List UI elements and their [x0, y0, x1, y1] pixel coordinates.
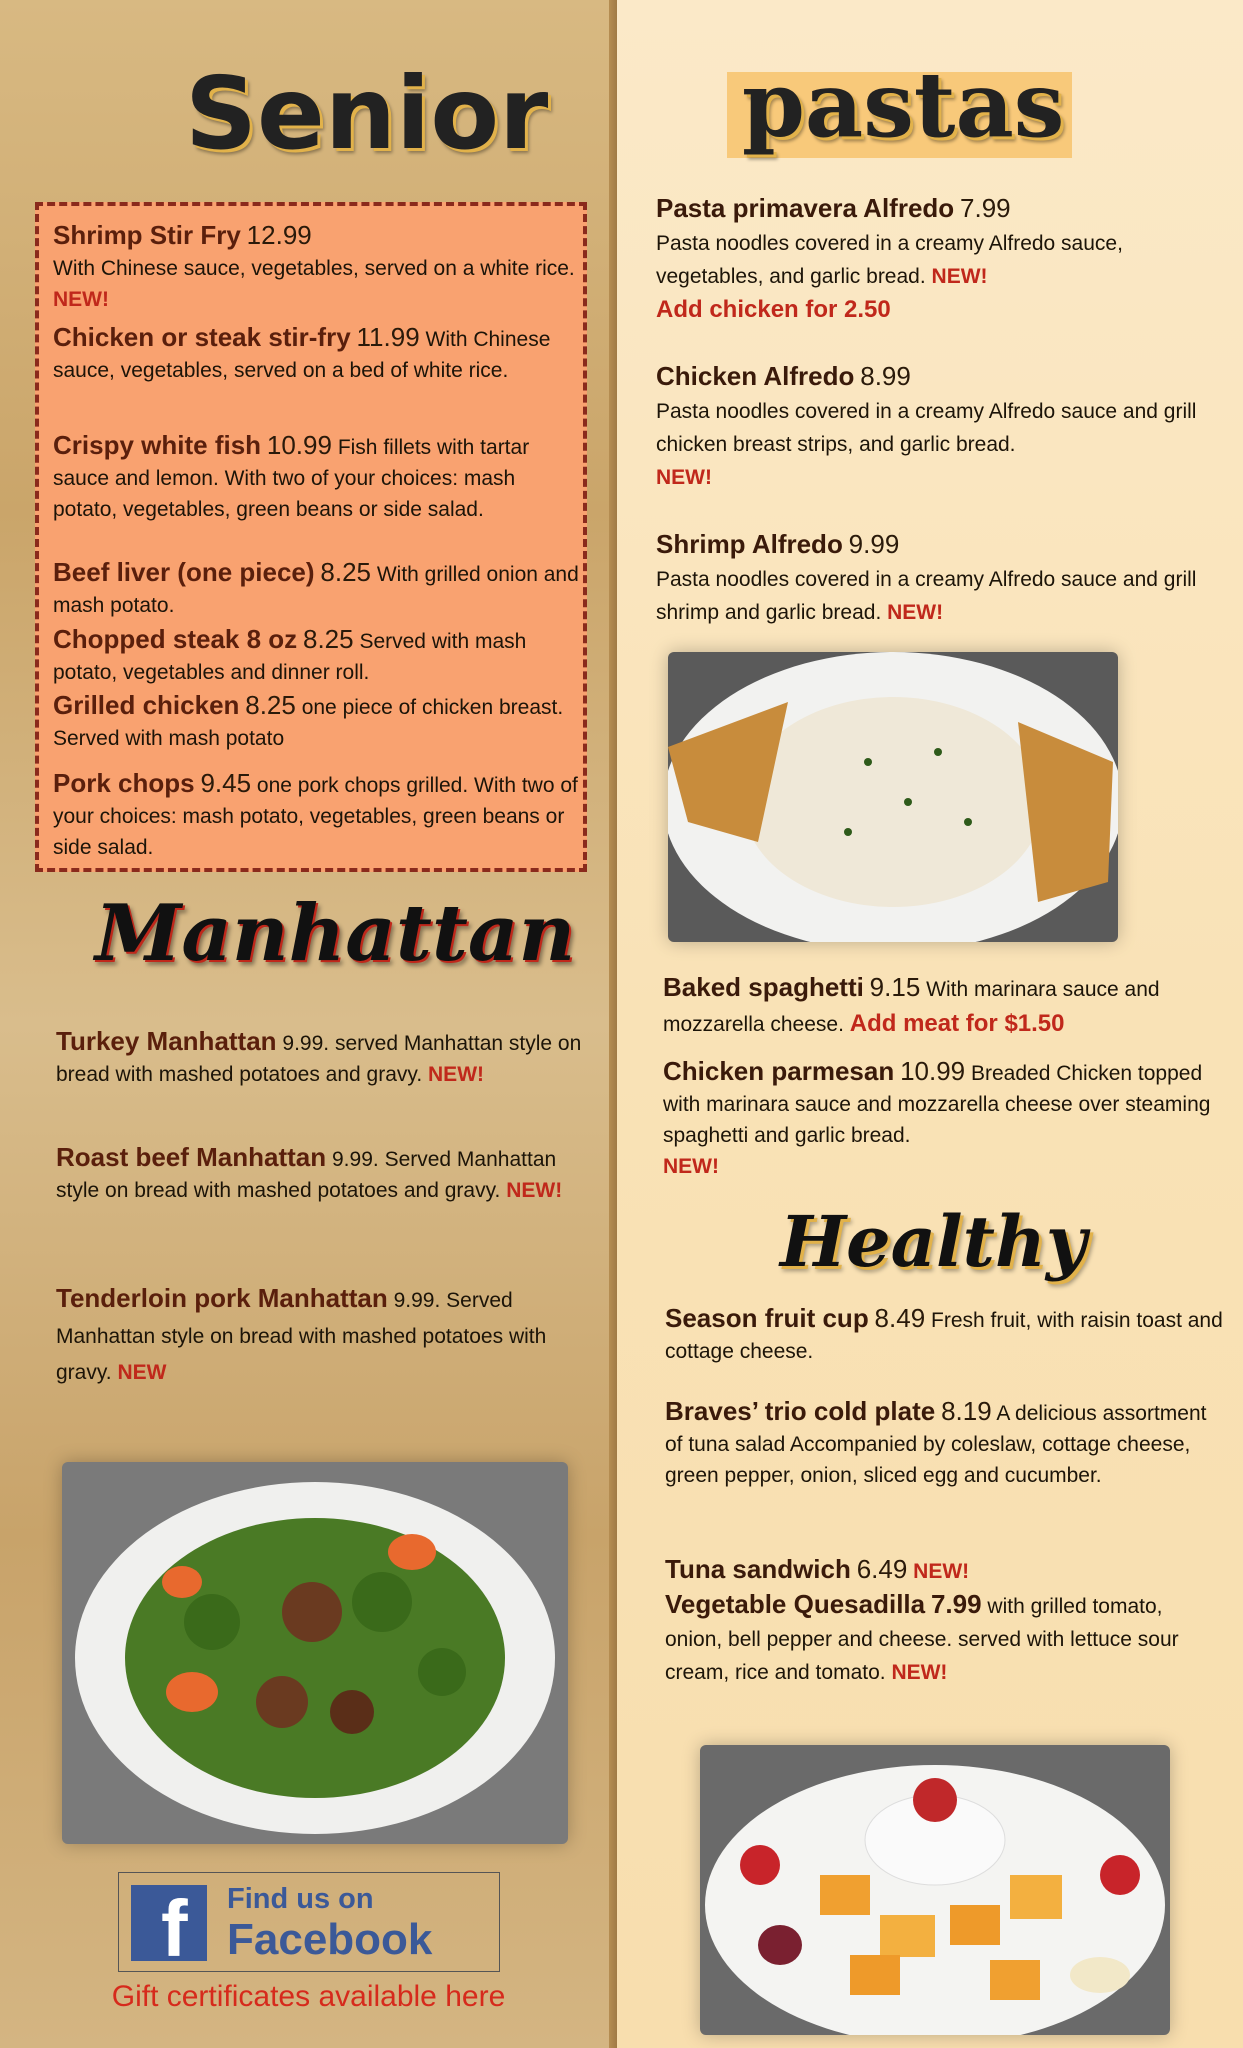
menu-item: Grilled chicken 8.25 one piece of chicken breast. Served with mash potato [53, 690, 564, 750]
menu-item: Turkey Manhattan 9.99. served Manhattan style on bread with mashed potatoes and gravy. NEW! [56, 1026, 582, 1086]
menu-item: Season fruit cup 8.49 Fresh fruit, with raisin toast and cottage cheese. [665, 1303, 1223, 1363]
menu-item: Shrimp Alfredo 9.99 Pasta noodles covered in a creamy Alfredo sauce and grill shrimp and garlic bread. NEW! [656, 529, 1197, 624]
fruit-photo [700, 1745, 1170, 2035]
alfredo-photo [668, 652, 1118, 942]
fruit-plate [700, 1745, 1170, 2035]
menu-item: Tuna sandwich 6.49 NEW! Vegetable Quesadilla 7.99 with grilled tomato, onion, bell pepper and cheese. served with lettuce sour cream, rice and tomato. NEW! [665, 1554, 1179, 1684]
menu-item: Chicken parmesan 10.99 Breaded Chicken topped with marinara sauce and mozzarella cheese over steaming spaghetti and garlic bread. NEW! [663, 1056, 1211, 1178]
menu-item: Beef liver (one piece) 8.25 With grilled onion and mash potato. [53, 557, 579, 617]
menu-item: Shrimp Stir Fry 12.99 With Chinese sauce, vegetables, served on a white rice. NEW! [53, 220, 575, 311]
facebook-badge[interactable] [118, 1872, 500, 1972]
menu-item: Crispy white fish 10.99 Fish fillets with tartar sauce and lemon. With two of your choices: mash potato, vegetables, green beans or side salad. [53, 430, 530, 521]
alfredo-plate [668, 652, 1118, 942]
stir-fry-photo [62, 1462, 568, 1844]
healthy-title: Healthy [780, 1200, 1087, 1283]
menu-item: Pasta primavera Alfredo 7.99 Pasta noodles covered in a creamy Alfredo sauce, vegetables, and garlic bread. NEW! Add chicken for 2.50 [656, 193, 1123, 323]
senior-title: Senior [185, 55, 549, 172]
facebook-icon: f [131, 1885, 207, 1961]
facebook-line1: Find us on [227, 1883, 374, 1915]
stir-fry-plate [62, 1462, 568, 1844]
menu-item: Chicken or steak stir-fry 11.99 With Chinese sauce, vegetables, served on a bed of white rice. [53, 322, 551, 382]
facebook-line2: Facebook [227, 1915, 433, 1964]
menu-item: Pork chops 9.45 one pork chops grilled. With two of your choices: mash potato, vegetables, green beans or side salad. [53, 768, 578, 859]
menu-item: Tenderloin pork Manhattan 9.99. Served Manhattan style on bread with mashed potatoes with gravy. NEW [56, 1283, 547, 1384]
menu-item: Roast beef Manhattan 9.99. Served Manhattan style on bread with mashed potatoes and gravy. NEW! [56, 1142, 563, 1202]
menu-item: Chopped steak 8 oz 8.25 Served with mash potato, vegetables and dinner roll. [53, 624, 527, 684]
menu-item: Chicken Alfredo 8.99 Pasta noodles covered in a creamy Alfredo sauce and grill chicken breast strips, and garlic bread. NEW! [656, 361, 1197, 489]
menu-item: Baked spaghetti 9.15 With marinara sauce and mozzarella cheese. Add meat for $1.50 [663, 972, 1160, 1037]
manhattan-title: Manhattan [95, 888, 576, 979]
pastas-title: pastas [742, 52, 1065, 158]
gift-certificates-text: Gift certificates available here [111, 1980, 506, 2013]
menu-item: Braves’ trio cold plate 8.19 A delicious assortment of tuna salad Accompanied by coleslaw, cottage cheese, green pepper, onion, sliced egg and cucumber. [665, 1396, 1207, 1487]
